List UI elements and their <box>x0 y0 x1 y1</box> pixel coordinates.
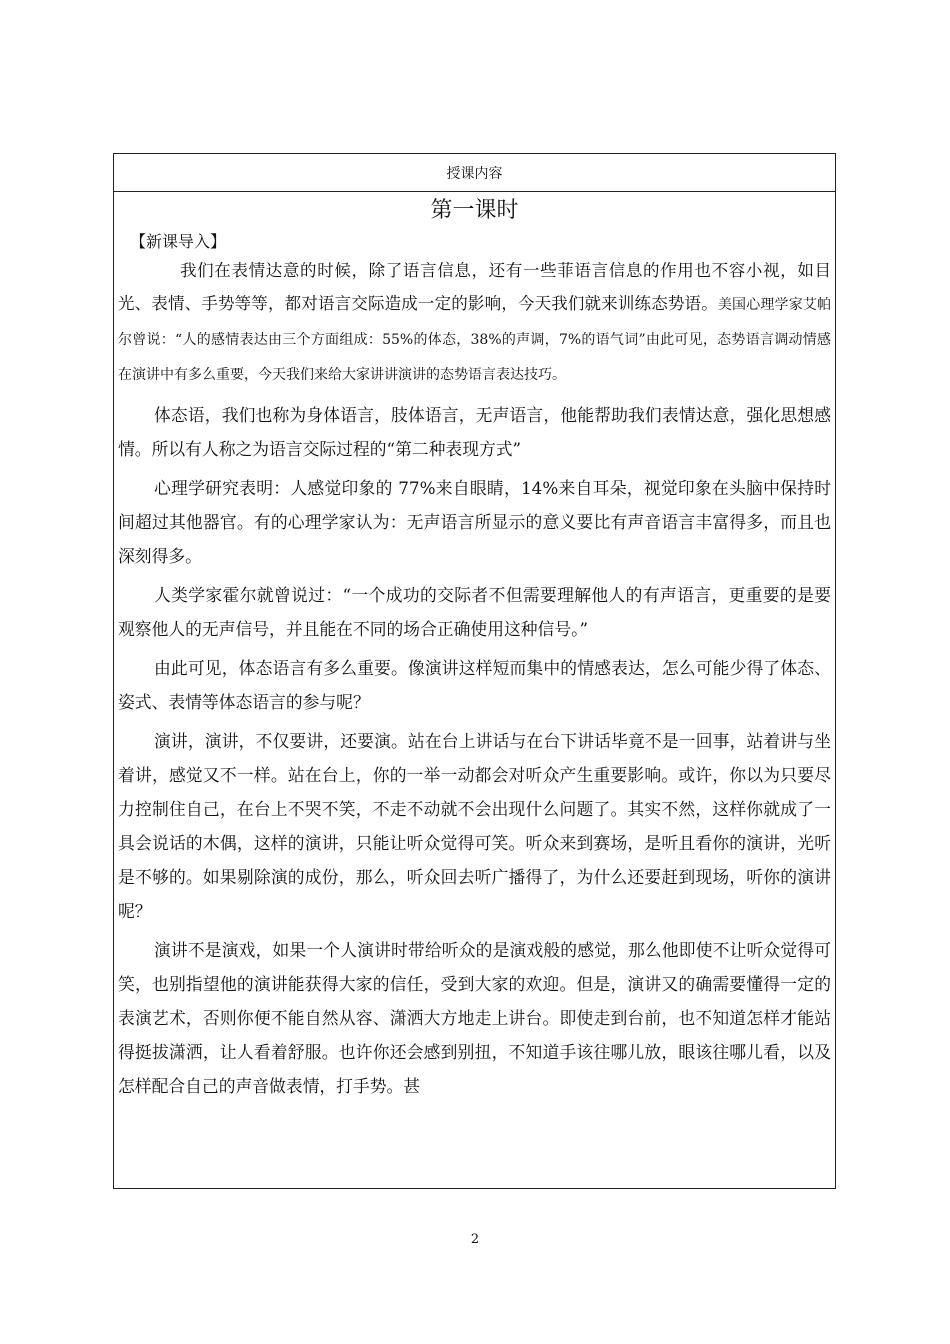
paragraph: 演讲，演讲，不仅要讲，还要演。站在台上讲话与在台下讲话毕竟不是一回事，站着讲与坐着讲，感觉又不一样。站在台上，你的一举一动都会对听众产生重要影响。或许，你以为只要尽力控制住自己，在台上不哭不笑，不走不动就不会出现什么问题了。其实不然，这样你就成了一具会说话的木偶，这样的演讲，只能让听众觉得可笑。听众来到赛场，是听且看你的演讲，光听是不够的。如果剔除演的成份，那么，听众回去听广播得了，为什么还要赶到现场，听你的演讲呢？ <box>118 731 831 921</box>
intro-small-text: 美国心理学家艾帕尔曾说：“人的感情表达由三个方面组成：55%的体态，38%的声调，7%的语气词”由此可见，态势语言调动情感在演讲中有多么重要，今天我们来给大家讲讲演讲的态势语言表达技巧。 <box>118 297 832 383</box>
paragraph: 人类学家霍尔就曾说过：“一个成功的交际者不但需要理解他人的有声语言，更重要的是要观察他人的无声信号，并且能在不同的场合正确使用这种信号。” <box>118 585 831 639</box>
lesson-table <box>113 153 836 1189</box>
section-label: 【新课导入】 <box>130 232 227 251</box>
paragraph: 演讲不是演戏，如果一个人演讲时带给听众的是演戏般的感觉，那么他即使不让听众觉得可笑，也别指望他的演讲能获得大家的信任，受到大家的欢迎。但是，演讲又的确需要懂得一定的表演艺术，否则你便不能自然从容、潇洒大方地走上讲台。即使走到台前，也不知道怎样才能站得挺拔潇洒，让人看着舒服。也许你还会感到别扭，不知道手该往哪儿放，眼该往哪儿看，以及怎样配合自己的声音做表情，打手势。甚 <box>118 940 831 1096</box>
paragraph: 体态语，我们也称为身体语言，肢体语言，无声语言，他能帮助我们表情达意，强化思想感情。所以有人称之为语言交际过程的“第二种表现方式” <box>118 405 831 459</box>
table-header: 授课内容 <box>114 154 835 192</box>
page-number: 2 <box>470 1232 480 1247</box>
paragraph: 心理学研究表明：人感觉印象的 77%来自眼睛，14%来自耳朵，视觉印象在头脑中保持时间超过其他器官。有的心理学家认为：无声语言所显示的意义要比有声音语言丰富得多，而且也深刻得多。 <box>118 478 831 566</box>
intro-main-text: 我们在表情达意的时候，除了语言信息，还有一些菲语言信息的作用也不容小视，如目光、表情、手势等等，都对语言交际造成一定的影响，今天我们就来训练态势语。 <box>118 261 831 313</box>
lesson-title: 第一课时 <box>430 198 519 223</box>
table-body <box>114 192 835 1103</box>
intro-paragraph <box>118 254 831 392</box>
paragraph: 由此可见，体态语言有多么重要。像演讲这样短而集中的情感表达，怎么可能少得了体态、姿式、表情等体态语言的参与呢？ <box>118 658 831 712</box>
